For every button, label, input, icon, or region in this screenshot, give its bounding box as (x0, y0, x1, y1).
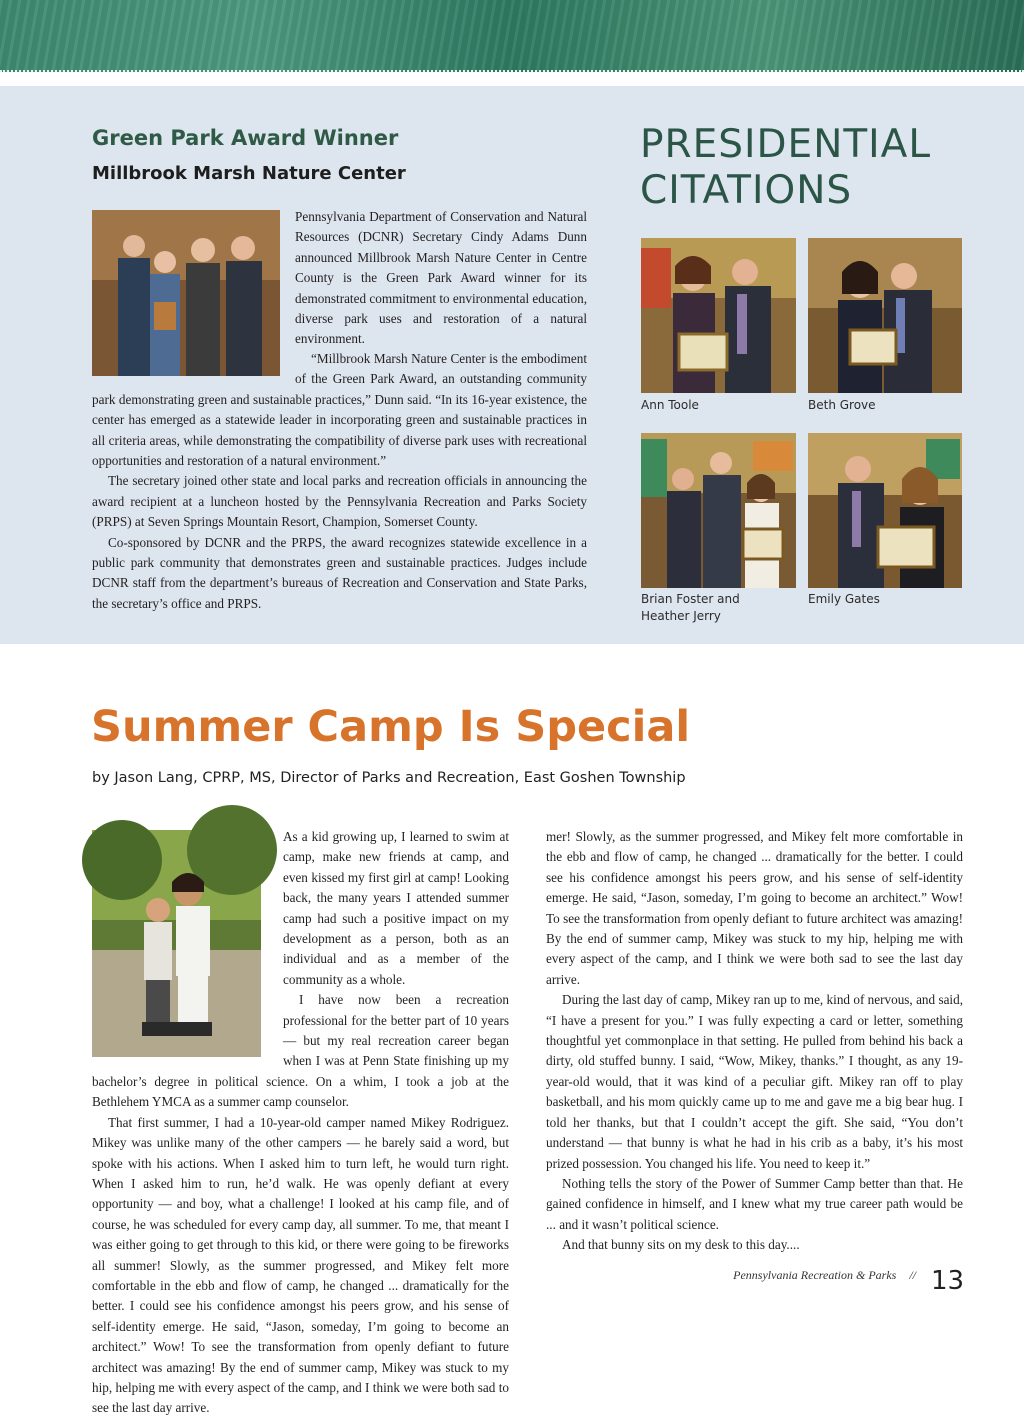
award-paragraph-4: Co-sponsored by DCNR and the PRPS, the award recognizes statewide excellence in a public park community that demonstrates green and sustainable practices. Judges include DCNR staff from the department’s bureaus of Recreation and Conservation and State Parks, the secretary’s office and PRPS. (92, 534, 587, 611)
citation-photo-emily-gates (808, 433, 962, 588)
citations-title: PRESIDENTIAL CITATIONS (640, 122, 932, 213)
citation-photo-ann-toole (641, 238, 796, 393)
summer-paragraph-2: I have now been a recreation professional for the better part of 10 years — but my real recreation career began when I was at Penn State finishing up my bachelor’s degree in political science. On a whim, I took a job at the Bethlehem YMCA as a summer camp counselor. (92, 992, 509, 1110)
header-banner (0, 0, 1024, 72)
award-paragraph-1: Pennsylvania Department of Conservation and Natural Resources (DCNR) Secretary Cindy Adams Dunn announced Millbrook Marsh Nature Center in Centre County is the Green Park Award winner for its demonstrated commitment to environmental education, diverse park uses and restoration of a natural environment. (295, 209, 587, 347)
dotted-divider (0, 70, 1024, 76)
summer-paragraph-5: Nothing tells the story of the Power of Summer Camp better than that. He gained confidence in himself, and I knew what my true career path would be ... and it wasn’t political science. (546, 1175, 963, 1232)
citation-photo-brian-foster-heather-jerry (641, 433, 796, 588)
summer-title: Summer Camp Is Special (91, 702, 691, 752)
summer-column-2 (546, 827, 963, 1256)
summer-byline: by Jason Lang, CPRP, MS, Director of Parks and Recreation, East Goshen Township (92, 770, 686, 786)
caption-brian-foster-heather-jerry: Brian Foster and Heather Jerry (641, 592, 740, 623)
page-number: 13 (931, 1266, 965, 1296)
award-paragraph-3: The secretary joined other state and local parks and recreation officials in announcing the award recipient at a luncheon hosted by the Pennsylvania Recreation and Parks Society (PRPS) at Seven Springs Mountain Resort, Champion, Somerset County. (92, 473, 587, 530)
caption-beth-grove: Beth Grove (808, 398, 876, 412)
caption-ann-toole: Ann Toole (641, 398, 699, 412)
summer-paragraph-3-start: That first summer, I had a 10-year-old camper named Mikey Rodriguez. Mikey was unlike many of the other campers — he barely said a word, but spoke with his actions. When I asked him to turn left, he would turn right. When I asked him to run, he’d walk. He was openly defiant at every opportunity — and boy, what a challenge! I looked at his camp file, and of course, he was scheduled for every camp day, all summer. To me, that meant I was either going to get through to this kid, or there were going to be fireworks all summer! Slowly, as the summer progressed, and Mikey felt more comfortable in the ebb and flow of camp, he changed ... dramatically for the better. I could see his confidence amongst his peers grow, and his sense of self-identity emerge. He said, “Jason, someday, I’m going to become an architect.” Wow! To see the transformation from openly defiant to future architect was amazing! By the end of summer camp, Mikey was stuck to my hip, helping me with every aspect of the camp, and I think we were both sad to see the last day arrive. (92, 1114, 509, 1416)
summer-paragraph-6: And that bunny sits on my desk to this day.... (562, 1237, 800, 1253)
award-subtitle: Millbrook Marsh Nature Center (92, 163, 406, 184)
footer-publication: Pennsylvania Recreation & Parks // (733, 1268, 916, 1282)
summer-paragraph-4: During the last day of camp, Mikey ran up to me, kind of nervous, and said, “I have a present for you.” I was fully expecting a card or letter, something thoughtful yet commonplace in that setting. He pulled from behind his back a dirty, old stuffed bunny. I said, “Wow, Mikey, thanks.” I thought, as any 19-year-old would, that it was kind of a peculiar gift. Mikey ran off to play basketball, and his mom quickly came up to me and gave me a big bear hug. I told her thanks, but that I couldn’t accept the gift. She said, “You don’t understand — that bunny is what he had in his crib as a baby, it’s his most prized possession. You changed his life. You need to keep it.” (546, 992, 963, 1171)
summer-paragraph-1: As a kid growing up, I learned to swim at camp, make new friends at camp, and even kissed my first girl at camp! Looking back, the many years I attended summer camp had such a positive impact on my development as a person, both as an individual and as a member of the community as a whole. (283, 829, 509, 987)
citation-photo-beth-grove (808, 238, 962, 393)
award-title: Green Park Award Winner (92, 126, 399, 150)
caption-emily-gates: Emily Gates (808, 592, 880, 606)
footer-separator: // (909, 1268, 916, 1282)
summer-column-1 (92, 827, 509, 1416)
award-body-text (92, 349, 587, 614)
award-paragraph-2: “Millbrook Marsh Nature Center is the embodiment of the Green Park Award, an outstanding community park demonstrating green and sustainable practices,” Dunn said. “In its 16-year existence, the center has emerged as a statewide leader in incorporating green and sustainable practices in all criteria areas, while demonstrating the compatibility of diverse park uses with recreational opportunities and restoration of a natural environment.” (92, 351, 587, 469)
summer-paragraph-3-cont: mer! Slowly, as the summer progressed, and Mikey felt more comfortable in the ebb and flow of camp, he changed ... dramatically for the better. I could see his confidence amongst his peers grow, and his sense of self-identity emerge. He said, “Jason, someday, I’m going to become an architect.” Wow! To see the transformation from openly defiant to future architect was amazing! By the end of summer camp, Mikey was stuck to my hip, helping me with every aspect of the camp, and I think we were both sad to see the last day arrive. (546, 829, 963, 987)
